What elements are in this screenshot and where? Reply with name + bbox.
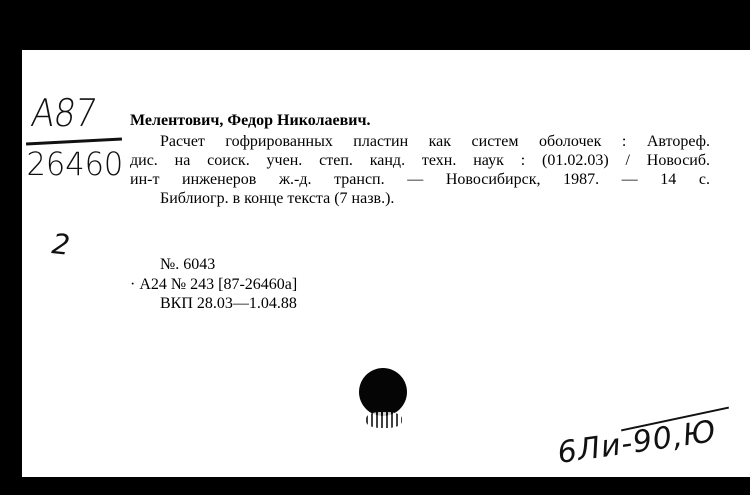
- record-number: №. 6043: [160, 256, 216, 273]
- bibliography-note: Библиогр. в конце текста (7 назв.).: [160, 190, 395, 207]
- stamp-smudge: [366, 412, 402, 428]
- author-heading: Мелентович, Федор Николаевич.: [130, 112, 371, 129]
- handwritten-shelf-mark: А87: [28, 91, 99, 135]
- title-line-1: Расчет гофрированных пластин как систем оболочек : Автореф.: [160, 133, 710, 150]
- title-line-3: ин-т инженеров ж.-д. трансп. — Новосибирск, 1987. — 14 с.: [130, 171, 710, 188]
- ink-stamp: [359, 368, 407, 416]
- index-code: · А24 № 243 [87-26460а]: [130, 276, 298, 293]
- handwritten-margin-mark: 2: [50, 227, 72, 262]
- bbk-classification: ВКП 28.03—1.04.88: [160, 295, 297, 312]
- handwritten-bottom-note: 6Ли-90,Ю: [555, 414, 719, 471]
- catalog-card: [22, 50, 750, 477]
- handwritten-accession-number: 26460: [26, 145, 124, 183]
- title-line-2: дис. на соиск. учен. степ. канд. техн. наук : (01.02.03) / Новосиб.: [130, 152, 710, 169]
